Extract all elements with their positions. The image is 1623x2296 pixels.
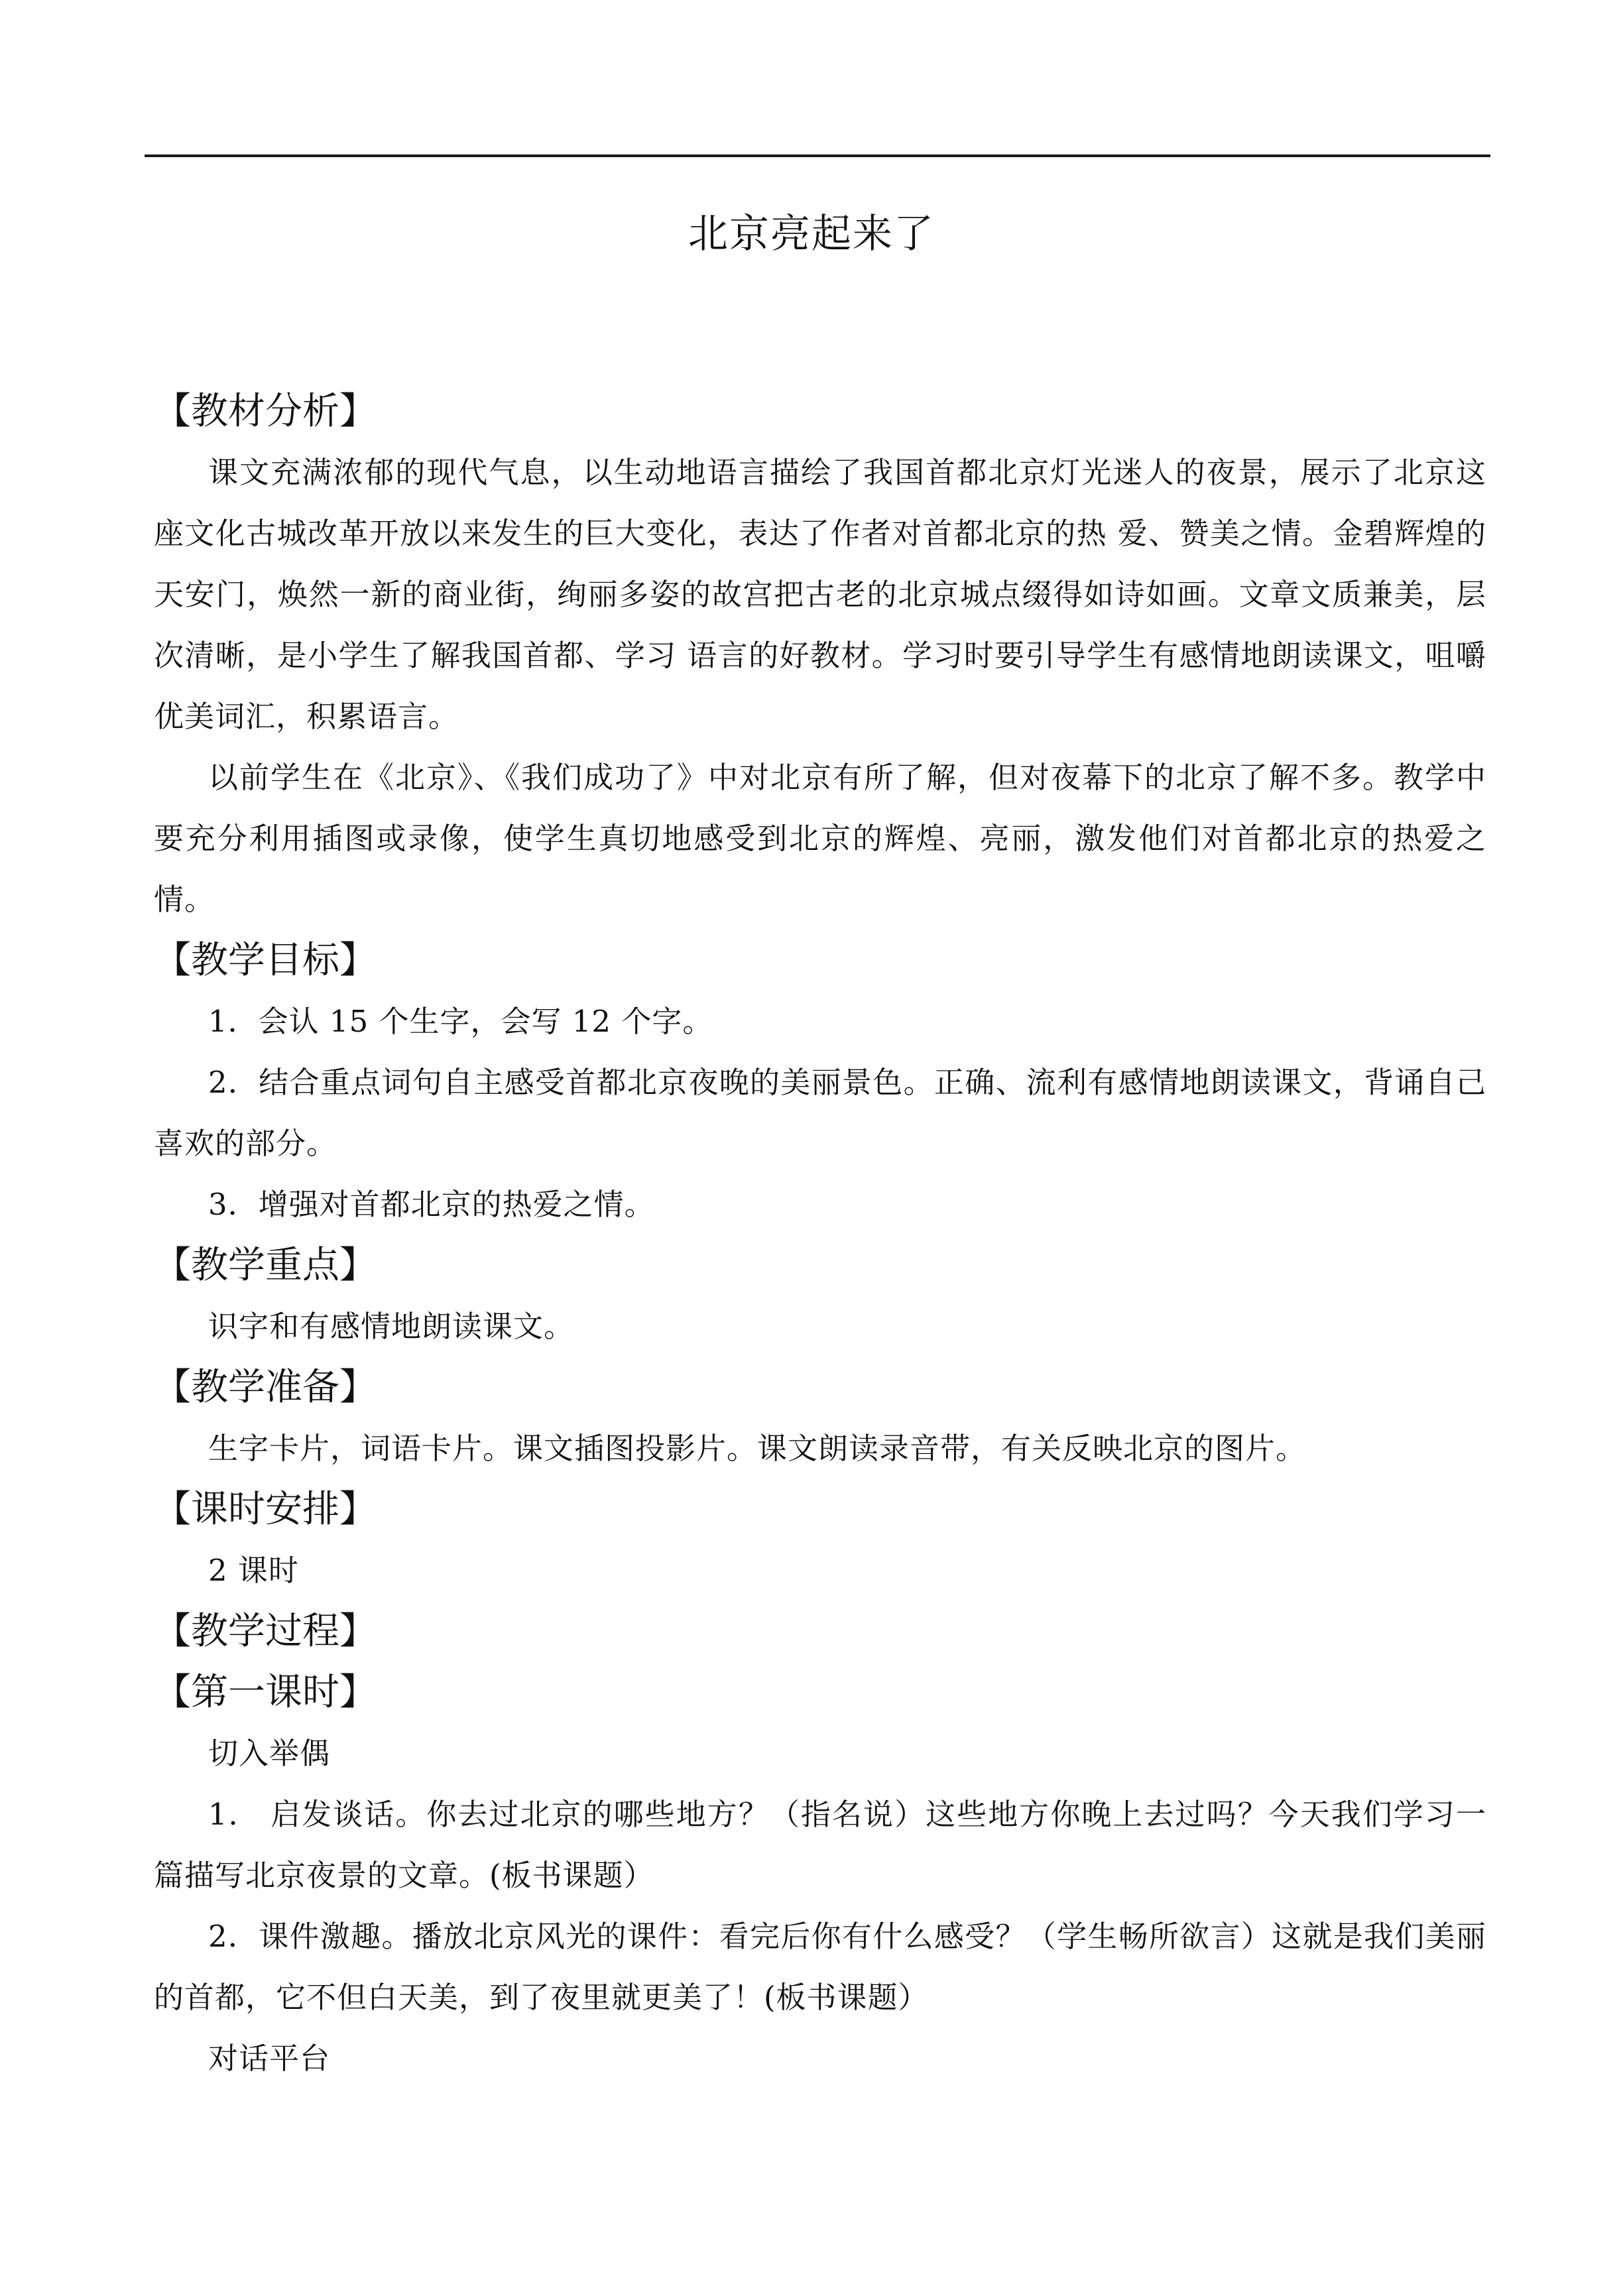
section-heading-schedule: 【课时安排】 xyxy=(154,1488,377,1531)
first-lesson-outro: 对话平台 xyxy=(208,2041,331,2076)
analysis-paragraph-2: 以前学生在《北京》、《我们成功了》中对北京有所了解，但对夜幕下的北京了解不多。教学中要充分利用插图或录像，使学生真切地感受到北京的辉煌、亮丽，激发他们对首都北京的热爱之情。 xyxy=(154,760,1486,917)
section-heading-first-lesson: 【第一课时】 xyxy=(154,1671,377,1714)
first-lesson-step-2: 2．课件激趣。播放北京风光的课件：看完后你有什么感受？（学生畅所欲言）这就是我们美丽的首都，它不但白天美，到了夜里就更美了！(板书课题） xyxy=(154,1919,1486,2015)
document-body xyxy=(154,381,1486,2089)
preparation-text: 生字卡片，词语卡片。课文插图投影片。课文朗读录音带，有关反映北京的图片。 xyxy=(208,1431,1307,1466)
header-rule xyxy=(145,154,1490,157)
section-heading-preparation: 【教学准备】 xyxy=(154,1366,377,1409)
first-lesson-step-1: 1． 启发谈话。你去过北京的哪些地方？（指名说）这些地方你晚上去过吗？今天我们学习一篇描写北京夜景的文章。(板书课题） xyxy=(154,1797,1486,1893)
goal-item-3: 3．增强对首都北京的热爱之情。 xyxy=(208,1187,655,1222)
schedule-text: 2 课时 xyxy=(208,1553,299,1588)
section-heading-goals: 【教学目标】 xyxy=(154,939,377,982)
first-lesson-intro: 切入举偶 xyxy=(208,1736,331,1771)
section-heading-key-points: 【教学重点】 xyxy=(154,1244,377,1287)
key-points-text: 识字和有感情地朗读课文。 xyxy=(208,1309,575,1344)
goal-item-2: 2．结合重点词句自主感受首都北京夜晚的美丽景色。正确、流利有感情地朗读课文，背诵自己喜欢的部分。 xyxy=(154,1065,1486,1161)
section-heading-analysis: 【教材分析】 xyxy=(154,390,377,433)
goal-item-1: 1．会认 15 个生字，会写 12 个字。 xyxy=(208,1004,713,1039)
analysis-paragraph-1: 课文充满浓郁的现代气息，以生动地语言描绘了我国首都北京灯光迷人的夜景，展示了北京这座文化古城改革开放以来发生的巨大变化，表达了作者对首都北京的热 爱、赞美之情。金碧辉煌的天安门，焕然一新的商业街，绚丽多姿的故宫把古老的北京城点缀得如诗如画。文章文质兼美，层次清晰，是小学生了解我国首都、学习 语言的好教材。学习时要引导学生有感情地朗读课文，咀嚼优美词汇，积累语言。 xyxy=(154,455,1486,734)
section-heading-process: 【教学过程】 xyxy=(154,1610,377,1653)
page-title: 北京亮起来了 xyxy=(688,211,935,257)
